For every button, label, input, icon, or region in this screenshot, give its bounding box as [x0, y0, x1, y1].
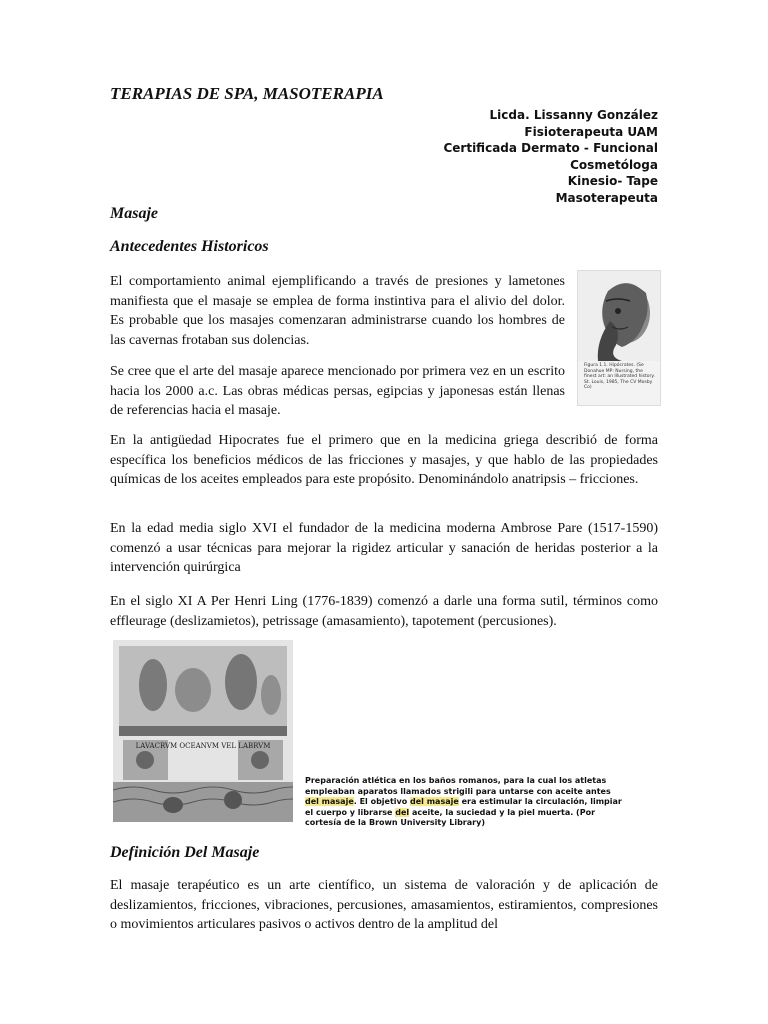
hippocrates-portrait-image — [578, 271, 660, 361]
author-line: Kinesio- Tape — [567, 174, 658, 188]
paragraph: El masaje terapéutico es un arte científico, un sistema de valoración y de aplicación de deslizamientos, fricciones, vibraciones, percusiones, amasamientos, estiramientos, compresiones o movimientos articulares pasivos o activos dentro de la amplitud del — [110, 878, 658, 932]
section-heading-antecedentes: Antecedentes Historicos — [110, 238, 269, 255]
author-block — [443, 107, 658, 206]
caption-text: era estimular la circulación, limpiar el cuerpo y librarse — [305, 797, 622, 817]
paragraph: En el siglo XI A Per Henri Ling (1776-1839) comenzó a darle una forma sutil, términos como effleurage (deslizamietos), petrissage (amasamiento), tapotement (percusiones). — [110, 594, 658, 629]
caption-text: Preparación atlética en los baños romanos, para la cual los atletas empleaban aparatos llamados strigili para untarse con aceite antes — [305, 776, 611, 796]
caption-highlight: del — [395, 807, 410, 817]
caption-highlight: del masaje — [305, 797, 354, 806]
author-line: Cosmetóloga — [570, 157, 658, 172]
caption-highlight: del masaje — [410, 797, 459, 806]
figure2-caption — [305, 776, 623, 829]
section-heading-masaje: Masaje — [110, 205, 158, 222]
roman-baths-inscription: LAVACRVM OCEANVM VEL LABRVM — [135, 742, 271, 750]
section-heading-definicion: Definición Del Masaje — [110, 844, 260, 861]
document-title: TERAPIAS DE SPA, MASOTERAPIA — [110, 84, 384, 103]
roman-baths-engraving-image — [113, 640, 293, 822]
author-line: Licda. Lissanny González — [489, 108, 658, 122]
figure-roman-baths — [113, 640, 293, 822]
caption-text: aceite, la suciedad y la piel muerta. (Por cortesía de la Brown University Library) — [305, 807, 596, 827]
author-line: Masoterapeuta — [555, 190, 658, 205]
paragraph: En la antigüedad Hipocrates fue el primero que en la medicina griega describió de forma específica los beneficios médicos de las fricciones y masajes, y que hablo de las propiedades químicas de los aceites empleados para este propósito. Denominándolo anatripsis – fricciones. — [110, 433, 658, 487]
paragraph: Se cree que el arte del masaje aparece mencionado por primera vez en un escrito hacia los 2000 a.c. Las obras médicas persas, egipcias y japonesas están llenas de referencias hacia el masaje. — [110, 364, 565, 418]
figure1-caption: Figura 1.1. Hipócrates. (Se Donahue MP: Nursing, the finest art: an Illustrated history. St. Louis, 1985, The CV Mosby Co) — [584, 363, 655, 390]
author-line: Fisioterapeuta UAM — [524, 124, 658, 139]
figure-hippocrates — [577, 270, 661, 406]
paragraph: En la edad media siglo XVI el fundador de la medicina moderna Ambrose Pare (1517-1590) comenzó a usar técnicas para mejorar la rigidez articular y sanación de heridas posterior a la intervención quirúrgica — [110, 521, 658, 575]
author-line: Certificada Dermato - Funcional — [443, 141, 658, 155]
caption-text: . El objetivo — [353, 797, 411, 806]
paragraph: El comportamiento animal ejemplificando a través de presiones y lametones manifiesta que el masaje se emplea de forma instintiva para el alivio del dolor. Es probable que los masajes comenzaran administrarse cuando los hombres de las cavernas frotaban sus dolencias. — [110, 274, 565, 348]
